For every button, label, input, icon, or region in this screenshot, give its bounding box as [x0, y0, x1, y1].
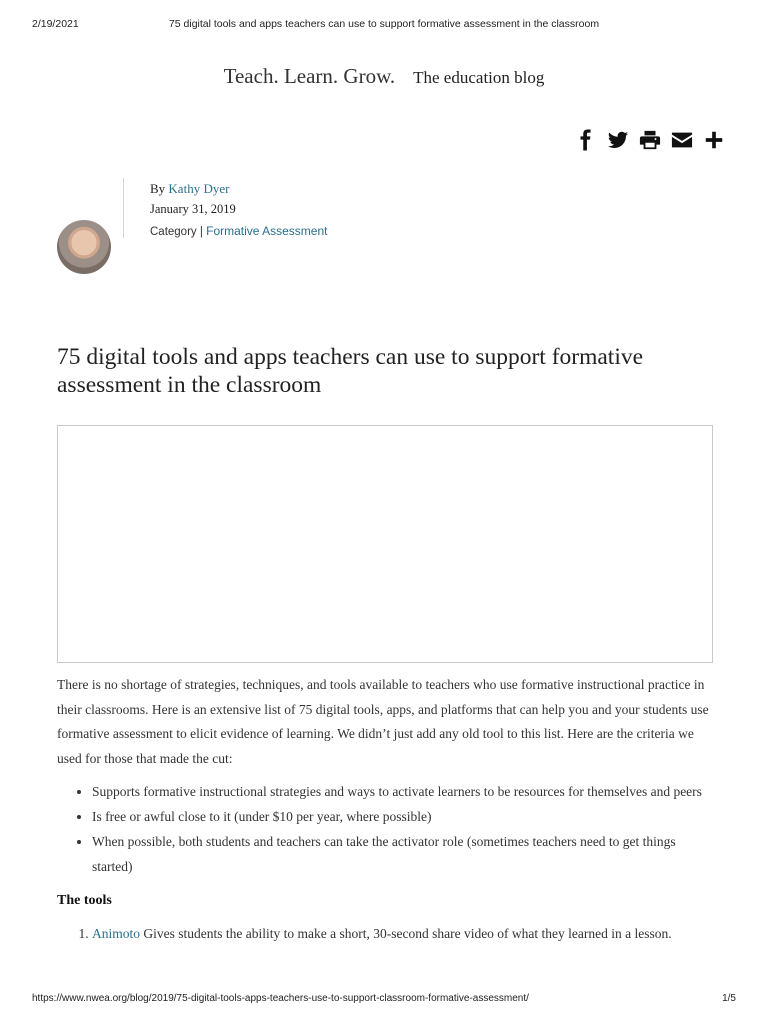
category-row: [150, 220, 327, 243]
twitter-icon[interactable]: [606, 128, 630, 152]
embedded-media-frame[interactable]: [57, 425, 713, 663]
by-prefix: By: [150, 181, 166, 196]
blog-tagline: The education blog: [413, 68, 545, 87]
list-item: • Is free or awful close to it (under $10 per year, where possible): [92, 804, 717, 829]
author-link[interactable]: Kathy Dyer: [168, 181, 230, 196]
publish-date: January 31, 2019: [150, 202, 236, 216]
list-item: [92, 922, 717, 946]
list-item: • When possible, both students and teachers can take the activator role (sometimes teachers need to get things started): [92, 829, 717, 879]
masthead: [0, 64, 768, 89]
print-page-title: 75 digital tools and apps teachers can use to support formative assessment in the classroom: [168, 18, 600, 30]
criteria-list: [92, 779, 717, 879]
author-avatar: [57, 220, 111, 274]
print-footer: [32, 993, 736, 1007]
list-item: • Supports formative instructional strategies and ways to activate learners to be resources for themselves and peers: [92, 779, 717, 804]
article-title: 75 digital tools and apps teachers can use to support formative assessment in the classroom: [57, 344, 644, 398]
email-icon[interactable]: [670, 128, 694, 152]
plus-icon[interactable]: [702, 128, 726, 152]
category-link[interactable]: Formative Assessment: [206, 224, 328, 238]
tool-description: Gives students the ability to make a short, 30-second share video of what they learned in a lesson.: [140, 925, 672, 941]
tool-link-animoto[interactable]: Animoto: [92, 925, 141, 941]
print-page-number: 1/5: [722, 993, 736, 1004]
facebook-icon[interactable]: [574, 128, 598, 152]
article-body: [57, 673, 717, 946]
print-header: [32, 18, 736, 32]
tools-list: [92, 922, 717, 946]
print-icon[interactable]: [638, 128, 662, 152]
category-label: Category |: [150, 226, 203, 238]
print-date: 2/19/2021: [32, 18, 79, 30]
byline: [123, 178, 327, 238]
share-bar: [574, 128, 726, 152]
tools-heading: The tools: [57, 893, 112, 908]
author-row: [150, 178, 327, 199]
intro-paragraph: There is no shortage of strategies, techniques, and tools available to teachers who use formative instructional practice in their classrooms. Here is an extensive list of 75 digital tools, apps, and platforms that can help you and your students use formative assessment to elicit evidence of learning. We didn’t just add any old tool to this list. Here are the criteria we used for those that made the cut:: [57, 677, 709, 766]
print-url: https://www.nwea.org/blog/2019/75-digital-tools-apps-teachers-use-to-support-classroom-formative-assessment/: [32, 993, 529, 1004]
blog-brand[interactable]: Teach. Learn. Grow.: [223, 64, 396, 88]
